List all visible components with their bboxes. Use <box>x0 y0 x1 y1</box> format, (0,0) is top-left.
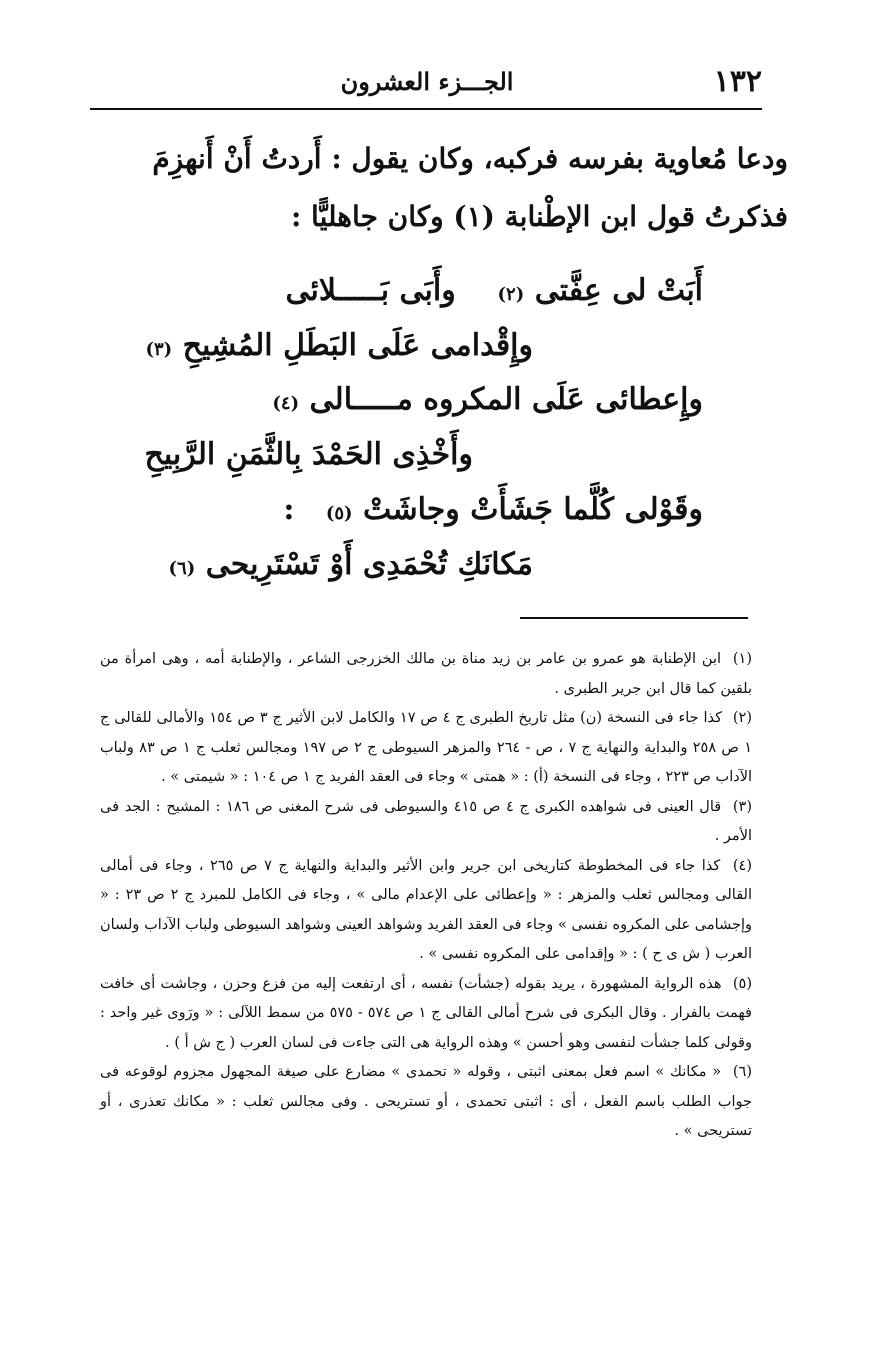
footnote-3 <box>100 793 752 852</box>
footnote-ref: (٢) <box>497 284 525 305</box>
footnote-6 <box>100 1058 752 1147</box>
footnote-number: (٦) <box>732 1064 752 1080</box>
footnote-text: قال العينى فى شواهده الكبرى ج ٤ ص ٤١٥ والسيوطى فى شرح المغنى ص ١٨٦ : المشيح : الجد فى الأمر . <box>100 798 752 844</box>
footnote-5 <box>100 970 752 1059</box>
footnote-number: (١) <box>732 651 753 667</box>
footnote-4 <box>100 852 752 970</box>
footnotes <box>100 645 752 1147</box>
page-number: ١٣٢ <box>713 64 762 99</box>
verse-colon: : <box>283 492 295 527</box>
footnote-ref: (٥) <box>325 503 353 524</box>
body-paragraph-line-2: فذكرتُ قول ابن الإطْنابة (١) وكان جاهليًّا : <box>290 200 788 233</box>
footnote-ref: (٦) <box>168 558 196 579</box>
footnote-number: (٥) <box>732 975 753 992</box>
verse-line-2 <box>145 318 533 378</box>
body-paragraph-line-1: ودعا مُعاوية بفرسه فركبه، وكان يقول : أَردتُ أَنْ أَنهزِمَ <box>152 142 788 175</box>
verse-line-6 <box>169 537 533 597</box>
footnote-number: (٤) <box>732 857 753 874</box>
verse-line-4 <box>144 427 473 483</box>
footnote-number: (٣) <box>732 798 752 815</box>
footnote-ref: (٣) <box>145 339 173 360</box>
page-header <box>92 62 762 102</box>
verse-text: وأَخْذِى الحَمْدَ بِالثَّمَنِ الرَّبِيحِ <box>144 437 473 472</box>
verse-text-continued: وأَبَى بَـــــلائى <box>285 273 456 308</box>
verse-text: وإِقْدامى عَلَى البَطَلِ المُشِيحِ <box>182 328 533 363</box>
verse-line-5 <box>283 482 703 542</box>
footnote-2 <box>100 704 752 793</box>
footnote-separator <box>520 617 748 619</box>
verse-text: أَبَتْ لى عِفَّتى <box>534 273 703 308</box>
footnote-1 <box>100 645 752 704</box>
running-title: الجـــزء العشرون <box>340 67 514 96</box>
footnote-number: (٢) <box>732 710 753 726</box>
footnote-text: كذا جاء فى النسخة (ن) مثل تاريخ الطبرى ج ٤ ص ١٧ والكامل لابن الأثير ج ٣ ص ١٥٤ والأمالى للقالى ج ١ ص ٢٥٨ والبداية والنهاية ج ٧ ، ص - ٢٦٤ والمزهر السيوطى ج ٢ ص ١٩٧ ومجالس ثعلب ج ١ ص ٨٣ ولباب الآداب ص ٢٢٣ ، وجاء فى النسخة (أ) : « همتى » وجاء فى العقد الفريد ج ١ ص ١٠٤ : « شيمتى » . <box>100 710 753 785</box>
footnote-text: كذا جاء فى المخطوطة كتاريخى ابن جرير وابن الأثير والبداية والنهاية ج ٧ ص ٢٦٥ ، وجاء فى أمالى القالى ومجالس ثعلب والمزهر : « وإعطائى على الإعدام مالى » ، وجاء فى الكامل للمبرد ج ٢ ص ٢٣ : « وإجشامى على المكروه نفسى » وجاء فى العقد الفريد وشواهد العينى وشواهد السيوطى ولباب الآداب ولسان العرب ( ش ى ح ) : « وإقدامى على المكروه نفسى » . <box>100 857 752 962</box>
header-rule <box>90 108 762 110</box>
verse-line-3 <box>272 372 703 432</box>
footnote-ref: (٤) <box>272 393 300 414</box>
footnote-text: ابن الإطنابة هو عمرو بن عامر بن زيد مناة بن مالك الخزرجى الشاعر ، والإطنابة أمه ، وهى امرأة من بلقين كما قال ابن جرير الطبرى . <box>100 651 752 697</box>
verse-text: وقَوْلى كُلَّما جَشَأَتْ وجاشَتْ <box>363 492 703 527</box>
verse-line-1 <box>286 263 703 323</box>
verse-text: مَكانَكِ تُحْمَدِى أَوْ تَسْتَرِيحى <box>205 547 533 582</box>
verse-text: وإِعطائى عَلَى المكروه مـــــالى <box>309 382 703 417</box>
footnote-text: « مكانك » اسم فعل بمعنى اثبتى ، وقوله « تحمدى » مضارع على صيغة المجهول مجزوم لوقوعه فى جواب الطلب باسم الفعل ، أى : اثبتى تحمدى ، أو تستريحى . وفى مجالس ثعلب : « مكانك تعذرى ، أو تستريحى » . <box>100 1064 752 1139</box>
footnote-text: هذه الرواية المشهورة ، يريد بقوله (جشأت) نفسه ، أى ارتفعت إليه من فزع وحزن ، وجاشت أى خافت فهمت بالفرار . وقال البكرى فى شرح أمالى القالى ج ١ ص ٥٧٤ - ٥٧٥ من سمط اللآلى : « ورَوى غير واحد : وقولى كلما جشأت لنفسى وهو أحسن » وهذه الرواية هى التى جاءت فى لسان العرب ( ج ش أ ) . <box>100 975 752 1051</box>
